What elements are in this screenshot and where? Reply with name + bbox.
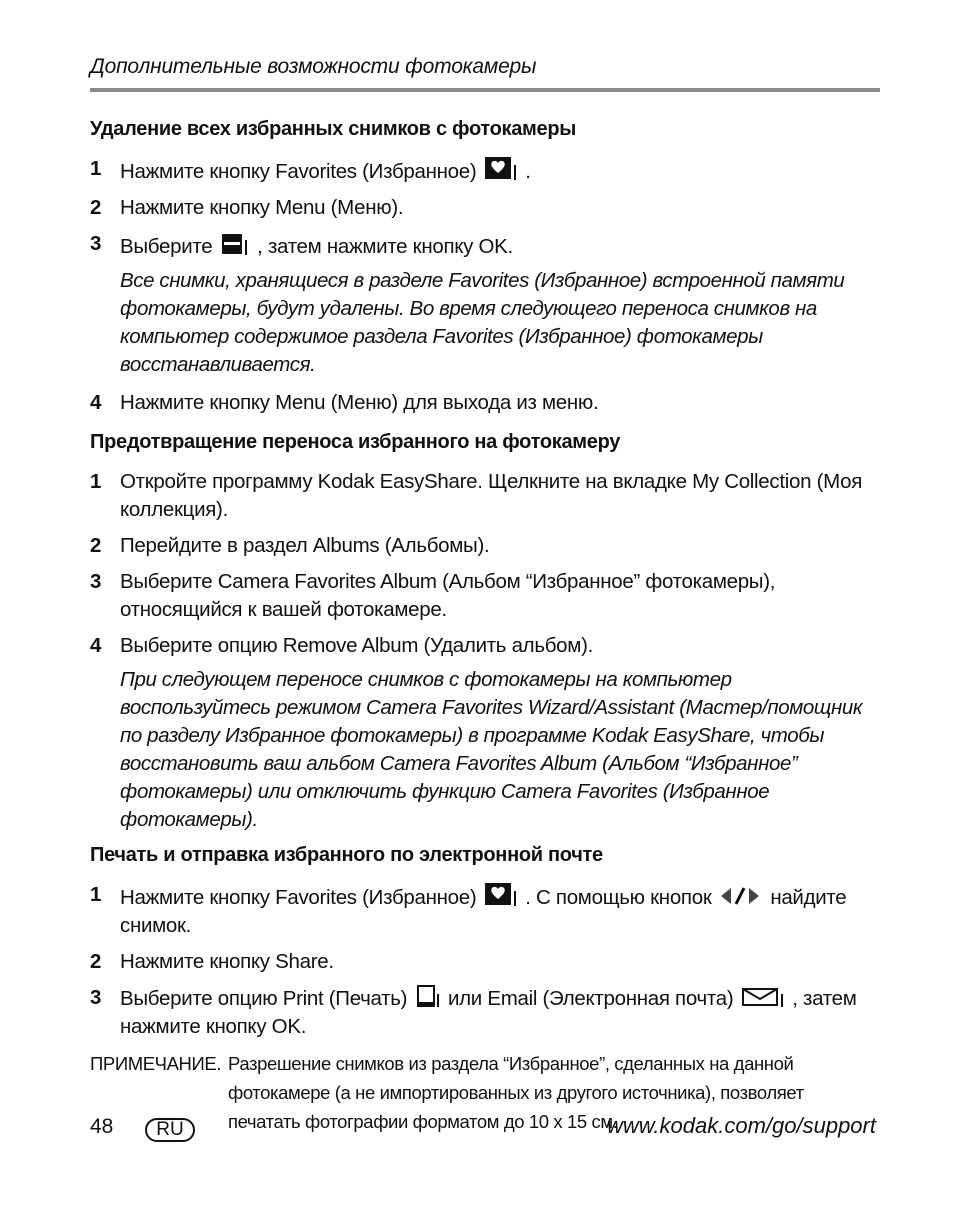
step [90, 532, 880, 560]
step-text: Выберите опцию Print (Печать) или Email (Электронная почта) , затем нажмите кнопку OK. [120, 984, 880, 1041]
step-text: Нажмите кнопку Menu (Меню) для выхода из меню. [120, 391, 599, 414]
step-text: Нажмите кнопку Menu (Меню). [120, 196, 404, 219]
step-text: Выберите Camera Favorites Album (Альбом “Избранное” фотокамеры), относящийся к вашей фотокамере. [120, 570, 776, 621]
delete-all-icon [220, 230, 250, 256]
step [90, 881, 880, 940]
step-number: 4 [90, 391, 102, 414]
step-number: 2 [90, 196, 102, 219]
email-icon [741, 986, 785, 1008]
language-badge: RU [145, 1118, 195, 1142]
step [90, 194, 880, 222]
step-note: Все снимки, хранящиеся в разделе Favorites (Избранное) встроенной памяти фотокамеры, будут удалены. Во время следующего переноса снимков на компьютер содержимое раздела Favorites (Избранное) фотокамеры восстанавливается. [120, 269, 845, 376]
step [90, 468, 880, 524]
step-number: 2 [90, 534, 102, 557]
step-number: 1 [90, 470, 102, 493]
remark-label: ПРИМЕЧАНИЕ. [90, 1053, 222, 1074]
step [90, 389, 880, 417]
step-number: 4 [90, 634, 102, 657]
step-text: Откройте программу Kodak EasyShare. Щелкните на вкладке My Collection (Моя коллекция). [120, 470, 863, 521]
support-url: www.kodak.com/go/support [606, 1113, 876, 1138]
section-title-prevent-transfer: Предотвращение переноса избранного на фотокамеру [90, 431, 621, 453]
step [90, 568, 880, 624]
step-text: Нажмите кнопку Share. [120, 950, 334, 973]
step [90, 984, 880, 1041]
remark-text: Разрешение снимков из раздела “Избранное”, сделанных на данной фотокамере (а не импортированных из другого источника), позволяет печатать фотографии форматом до 10 x 15 см. [228, 1053, 804, 1132]
left-right-arrows-icon [719, 885, 763, 907]
page-header-title: Дополнительные возможности фотокамеры [90, 55, 537, 78]
favorites-icon [484, 155, 518, 181]
favorites-icon [484, 881, 518, 907]
step [90, 230, 880, 261]
step-text: Нажмите кнопку Favorites (Избранное) . [120, 155, 880, 186]
step-number: 1 [90, 157, 102, 180]
step-number: 2 [90, 950, 102, 973]
header-rule [90, 88, 880, 92]
step-number: 3 [90, 232, 102, 255]
step-text: Выберите , затем нажмите кнопку OK. [120, 230, 880, 261]
step-text: Перейдите в раздел Albums (Альбомы). [120, 534, 490, 557]
step [90, 155, 880, 186]
step [90, 948, 880, 976]
step-text: Выберите опцию Remove Album (Удалить альбом). [120, 634, 593, 657]
step-note: При следующем переносе снимков с фотокамеры на компьютер воспользуйтесь режимом Camera Favorites Wizard/Assistant (Мастер/помощник по разделу Избранное фотокамеры) в программе Kodak EasyShare, чтобы восстановить ваш альбом Camera Favorites Album (Альбом “Избранное” фотокамеры) или отключить функцию Camera Favorites (Избранное фотокамеры). [120, 668, 863, 831]
print-icon [415, 984, 441, 1008]
page-number: 48 [90, 1115, 114, 1138]
step-text: Нажмите кнопку Favorites (Избранное) . С помощью кнопок найдите снимок. [120, 881, 880, 940]
section-title-print-email: Печать и отправка избранного по электронной почте [90, 844, 603, 866]
step-number: 1 [90, 883, 102, 906]
step [90, 632, 880, 660]
step-number: 3 [90, 986, 102, 1009]
page-content [90, 118, 880, 1136]
section-title-delete-favorites: Удаление всех избранных снимков с фотокамеры [90, 118, 577, 140]
step-number: 3 [90, 570, 102, 593]
